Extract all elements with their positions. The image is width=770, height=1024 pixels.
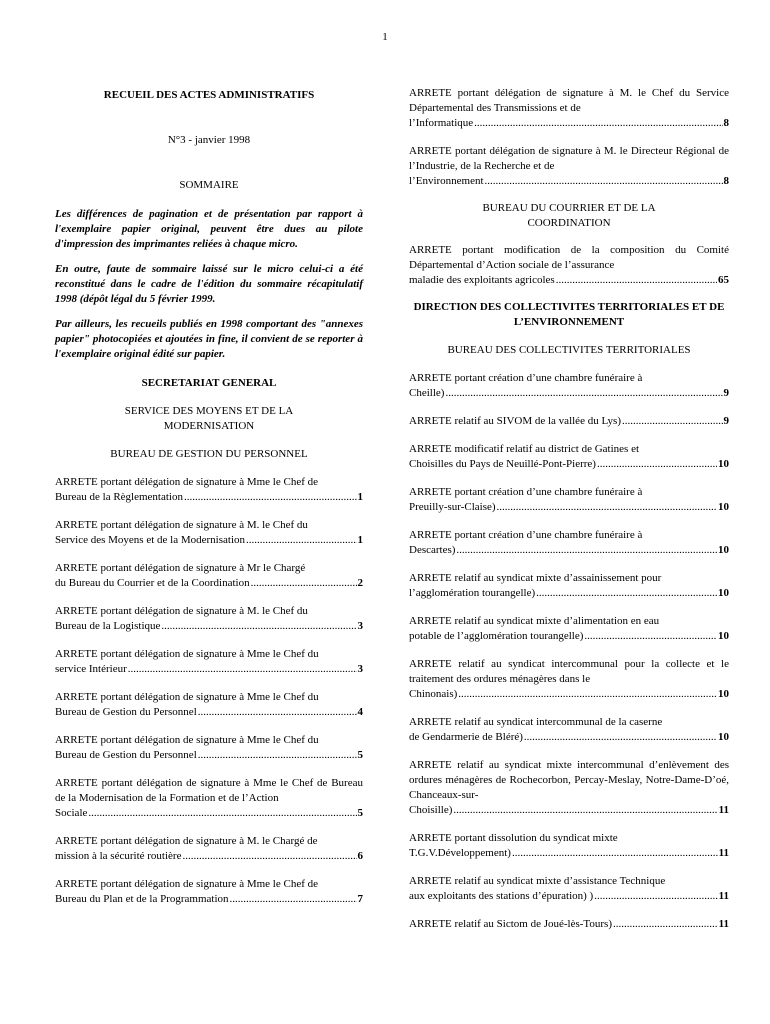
toc-page-number: 11 [718, 918, 729, 930]
toc-entry-text: ARRETE portant délégation de signature à Mme le Chef de Bureau de la Modernisation de la Formation et de l’Action [55, 777, 363, 804]
left-column [55, 86, 363, 907]
toc-entry-line [409, 730, 729, 745]
toc-entry-text: ARRETE portant délégation de signature à M. le Chargé de [55, 835, 318, 847]
toc-entry-text: ARRETE portant modification de la composition du Comité Départemental d’Action sociale de l’assurance [409, 244, 729, 271]
dot-leader [512, 846, 718, 861]
section-secretariat: SECRETARIAT GENERAL [141, 377, 277, 389]
toc-entry-text: ARRETE portant délégation de signature à Mme le Chef de [55, 476, 319, 488]
toc-entry-line [55, 490, 363, 505]
toc-entry-line [55, 619, 363, 634]
dot-leader [597, 457, 717, 472]
right-column [409, 86, 729, 932]
toc-entry-tail: T.G.V.Développement) [409, 847, 511, 859]
toc-page-number: 1 [357, 491, 363, 503]
toc-entry-line [409, 386, 729, 401]
dot-leader [456, 543, 717, 558]
dot-leader [458, 687, 717, 702]
toc-page-number: 8 [723, 117, 729, 129]
toc-entry-line [55, 806, 363, 821]
toc-entry-tail: ARRETE relatif au SIVOM de la vallée du Lys) [409, 415, 622, 427]
section-bureau-collectivites: BUREAU DES COLLECTIVITES TERRITORIALES [447, 344, 691, 356]
toc-entry [409, 86, 729, 131]
toc-entry [55, 834, 363, 864]
toc-entry [409, 442, 729, 472]
toc-entry-text: ARRETE relatif au syndicat mixte d’assistance Technique [409, 875, 666, 887]
section-bureau-personnel: BUREAU DE GESTION DU PERSONNEL [110, 448, 308, 460]
toc-page-number: 10 [718, 630, 729, 642]
toc-entry [55, 776, 363, 821]
section-service-moyens: SERVICE DES MOYENS ET DE LA MODERNISATION [124, 405, 294, 432]
toc-entry-line [409, 457, 729, 472]
toc-entry-tail: Descartes) [409, 544, 456, 556]
section-bureau-courrier: BUREAU DU COURRIER ET DE LA COORDINATION [482, 202, 656, 229]
sommaire-heading: SOMMAIRE [179, 179, 239, 191]
toc-entry-text: ARRETE portant délégation de signature à Mme le Chef du [55, 734, 319, 746]
toc-entry-text: ARRETE portant délégation de signature à Mme le Chef du [55, 648, 319, 660]
note-annexes: Par ailleurs, les recueils publiés en 1998 comportant des "annexes papier" photocopiées et ajoutées in fine, il convient de se reporter à l'exemplaire original édité sur papier. [55, 318, 363, 360]
courrier-entries [409, 243, 729, 288]
right-top-entries [409, 86, 729, 189]
toc-entry [55, 877, 363, 907]
toc-entry-line [409, 273, 729, 288]
toc-page-number: 3 [357, 620, 363, 632]
toc-entry-tail: l’Environnement [409, 175, 484, 187]
toc-entry-tail: Bureau de la Règlementation [55, 491, 183, 503]
toc-entry-tail: ARRETE relatif au Sictom de Joué-lès-Tours) [409, 918, 612, 930]
toc-entry-tail: service Intérieur [55, 663, 127, 675]
toc-page-number: 9 [723, 415, 729, 427]
toc-page-number: 8 [723, 175, 729, 187]
toc-entry-line [55, 533, 363, 548]
dot-leader [198, 705, 357, 720]
toc-entry-tail: potable de l’agglomération tourangelle) [409, 630, 584, 642]
dot-leader [251, 576, 357, 591]
toc-entry [409, 371, 729, 401]
section-direction: DIRECTION DES COLLECTIVITES TERRITORIALES ET DE L’ENVIRONNEMENT [413, 301, 725, 328]
toc-entry-tail: maladie des exploitants agricoles [409, 274, 555, 286]
toc-page-number: 6 [357, 850, 363, 862]
toc-page-number: 11 [718, 847, 729, 859]
toc-page-number: 11 [718, 890, 729, 902]
toc-page-number: 1 [357, 534, 363, 546]
dot-leader [485, 174, 723, 189]
dot-leader [161, 619, 356, 634]
toc-entry-text: ARRETE portant délégation de signature à M. le Directeur Régional de l’Industrie, de la Recherche et de [409, 145, 729, 172]
toc-entry-line [409, 586, 729, 601]
toc-entry-line [55, 892, 363, 907]
toc-page-number: 3 [357, 663, 363, 675]
toc-entry [55, 561, 363, 591]
toc-entry-tail: Bureau du Plan et de la Programmation [55, 893, 229, 905]
toc-entry-text: ARRETE relatif au syndicat intercommunal de la caserne [409, 716, 663, 728]
dot-leader [198, 748, 357, 763]
toc-entry [409, 485, 729, 515]
toc-entry-line [55, 705, 363, 720]
dot-leader [88, 806, 356, 821]
toc-entry-line [409, 174, 729, 189]
toc-entry [55, 647, 363, 677]
toc-entry-tail: de Gendarmerie de Bléré) [409, 731, 523, 743]
toc-entry-tail: l’Informatique [409, 117, 474, 129]
toc-entry-text: ARRETE portant création d’une chambre funéraire à [409, 372, 643, 384]
toc-entry [409, 917, 729, 932]
dot-leader [474, 116, 722, 131]
toc-page-number: 10 [718, 458, 729, 470]
toc-entry-tail: Service des Moyens et de la Modernisation [55, 534, 246, 546]
toc-entry-text: ARRETE modificatif relatif au district de Gatines et [409, 443, 640, 455]
toc-entry [55, 518, 363, 548]
note-sommaire: En outre, faute de sommaire laissé sur le micro celui-ci a été reconstitué dans le cadre de l'édition du sommaire récapitulatif 1998 (dépôt légal du 5 février 1999. [55, 263, 363, 305]
toc-page-number: 11 [718, 804, 729, 816]
toc-entry-line [55, 576, 363, 591]
dot-leader [584, 629, 717, 644]
dot-leader [128, 662, 357, 677]
toc-page-number: 10 [718, 688, 729, 700]
toc-entry-line [409, 846, 729, 861]
issue-number: N°3 - janvier 1998 [167, 134, 251, 146]
toc-entry-line [409, 414, 729, 429]
page-number: 1 [382, 31, 388, 43]
document-title: RECUEIL DES ACTES ADMINISTRATIFS [103, 89, 315, 101]
toc-entry-line [409, 629, 729, 644]
toc-entry-text: ARRETE portant création d’une chambre funéraire à [409, 529, 643, 541]
toc-entry-line [55, 662, 363, 677]
dot-leader [246, 533, 356, 548]
toc-page-number: 5 [357, 807, 363, 819]
toc-page-number: 65 [718, 274, 729, 286]
toc-entry [55, 690, 363, 720]
toc-entry-tail: aux exploitants des stations d’épuration) ) [409, 890, 594, 902]
toc-entry [409, 243, 729, 288]
toc-entry-tail: Sociale [55, 807, 88, 819]
toc-entry-line [409, 500, 729, 515]
toc-entry-tail: Bureau de la Logistique [55, 620, 161, 632]
toc-entry-text: ARRETE portant délégation de signature à Mr le Chargé [55, 562, 306, 574]
dot-leader [524, 730, 717, 745]
dot-leader [497, 500, 717, 515]
toc-entry-text: ARRETE relatif au syndicat mixte intercommunal d’enlèvement des ordures ménagères de Rochecorbon, Percay-Meslay, Notre-Dame-D’oé, Chanceaux-sur- [409, 759, 729, 801]
toc-entry-tail: Choisilles du Pays de Neuillé-Pont-Pierre) [409, 458, 596, 470]
collectivites-entries [409, 371, 729, 932]
dot-leader [445, 386, 722, 401]
toc-entry-text: ARRETE portant délégation de signature à Mme le Chef de [55, 878, 319, 890]
toc-entry-text: ARRETE portant délégation de signature à M. le Chef du Service Départemental des Transmissions et de [409, 87, 729, 114]
toc-entry [55, 475, 363, 505]
toc-entry [409, 831, 729, 861]
toc-page-number: 10 [718, 544, 729, 556]
toc-entry-tail: Bureau de Gestion du Personnel [55, 706, 197, 718]
toc-page-number: 5 [357, 749, 363, 761]
dot-leader [536, 586, 717, 601]
dot-leader [184, 490, 357, 505]
toc-page-number: 7 [357, 893, 363, 905]
toc-entry-tail: Cheille) [409, 387, 445, 399]
toc-entry-text: ARRETE relatif au syndicat mixte d’assainissement pour [409, 572, 662, 584]
dot-leader [556, 273, 717, 288]
toc-entry-tail: Bureau de Gestion du Personnel [55, 749, 197, 761]
toc-entry-line [409, 116, 729, 131]
toc-entry-line [409, 543, 729, 558]
toc-entry-tail: Preuilly-sur-Claise) [409, 501, 496, 513]
toc-entry-line [409, 687, 729, 702]
dot-leader [182, 849, 356, 864]
toc-page-number: 2 [357, 577, 363, 589]
toc-page-number: 9 [723, 387, 729, 399]
toc-entry [409, 614, 729, 644]
toc-entry-text: ARRETE portant délégation de signature à M. le Chef du [55, 519, 308, 531]
toc-entry-tail: Choisille) [409, 804, 453, 816]
toc-page-number: 10 [718, 731, 729, 743]
toc-entry-line [409, 917, 729, 932]
toc-entry-text: ARRETE relatif au syndicat mixte d’alimentation en eau [409, 615, 660, 627]
toc-page-number: 4 [357, 706, 363, 718]
toc-entry [409, 144, 729, 189]
toc-entry-tail: du Bureau du Courrier et de la Coordination [55, 577, 250, 589]
toc-entry-text: ARRETE portant délégation de signature à Mme le Chef du [55, 691, 319, 703]
toc-entry [409, 715, 729, 745]
toc-page-number: 10 [718, 501, 729, 513]
toc-page-number: 10 [718, 587, 729, 599]
toc-entry-text: ARRETE portant dissolution du syndicat mixte [409, 832, 618, 844]
note-pagination: Les différences de pagination et de présentation par rapport à l'exemplaire papier original, peuvent être dues au pilote d'impression des imprimantes reliées à chaque micro. [55, 208, 363, 250]
toc-entry-line [55, 748, 363, 763]
toc-entry [409, 528, 729, 558]
toc-entry-line [55, 849, 363, 864]
toc-entry [409, 571, 729, 601]
toc-entry [409, 657, 729, 702]
dot-leader [594, 889, 717, 904]
toc-entry-line [409, 803, 729, 818]
dot-leader [230, 892, 357, 907]
toc-entry-text: ARRETE portant création d’une chambre funéraire à [409, 486, 643, 498]
dot-leader [613, 917, 718, 932]
toc-entry-tail: mission à la sécurité routière [55, 850, 182, 862]
toc-entry [55, 604, 363, 634]
toc-entry [55, 733, 363, 763]
toc-entry [409, 414, 729, 429]
left-entries-list [55, 475, 363, 907]
toc-entry [409, 874, 729, 904]
toc-entry-tail: l’agglomération tourangelle) [409, 587, 536, 599]
dot-leader [622, 414, 722, 429]
toc-entry-line [409, 889, 729, 904]
toc-entry-text: ARRETE portant délégation de signature à M. le Chef du [55, 605, 308, 617]
dot-leader [453, 803, 717, 818]
toc-entry [409, 758, 729, 818]
toc-entry-text: ARRETE relatif au syndicat intercommunal pour la collecte et le traitement des ordures ménagères dans le [409, 658, 729, 685]
toc-entry-tail: Chinonais) [409, 688, 458, 700]
